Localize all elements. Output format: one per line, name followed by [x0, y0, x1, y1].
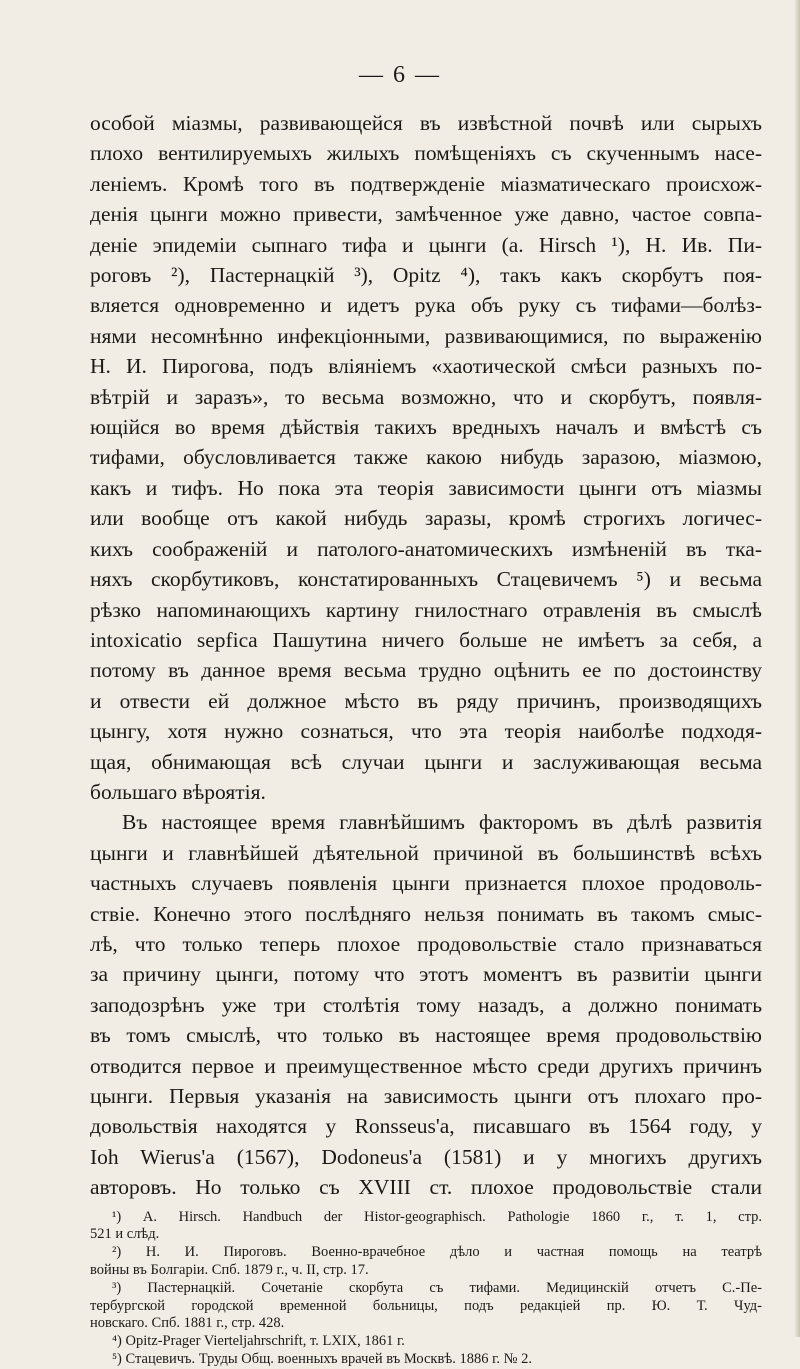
text-line: и отвести ей должное мѣсто въ ряду причинъ, производящихъ [90, 688, 762, 713]
text-line: отводится первое и преимущественное мѣсто среди другихъ причинъ [90, 1053, 762, 1078]
text-line: рѣзко напоминающихъ картину гнилостнаго отравленія въ смыслѣ [90, 597, 762, 622]
paragraph [90, 807, 762, 1202]
text-line: денія цынги можно привести, замѣченное уже давно, частое совпа- [90, 202, 762, 227]
footnote [90, 1244, 762, 1280]
text-line: ющійся во время дѣйствія такихъ вредныхъ началъ и вмѣстѣ съ [90, 415, 762, 440]
footnotes [90, 1209, 762, 1369]
text-line: Въ настоящее время главнѣйшимъ факторомъ въ дѣлѣ развитія [122, 810, 762, 835]
paragraph [90, 108, 762, 807]
text-line: Н. И. Пирогова, подъ вліяніемъ «хаотической смѣси разныхъ по- [90, 354, 762, 379]
text-line: плохо вентилируемыхъ жилыхъ помѣщеніяхъ съ скученнымъ насе- [90, 141, 762, 166]
footnote-line: войны въ Болгаріи. Спб. 1879 г., ч. II, стр. 17. [90, 1262, 369, 1279]
text-line: за причину цынги, потому что этотъ моментъ въ развитіи цынги [90, 962, 762, 987]
footnote-line: тербургской городской временной больницы, подъ редакціей пр. Ю. Т. Чуд- [90, 1297, 762, 1314]
text-line: вѣтрій и заразъ», то весьма возможно, что и скорбутъ, появля- [90, 384, 762, 409]
text-line: заподозрѣнъ уже три столѣтія тому назадъ, а должно понимать [90, 992, 762, 1017]
footnote-line: ²) Н. И. Пироговъ. Военно-врачебное дѣло и частная помощь на театрѣ [112, 1244, 762, 1261]
footnote [90, 1280, 762, 1333]
text-line: частныхъ случаевъ появленія цынги признается плохое продоволь- [90, 871, 762, 896]
text-line: цынги. Первыя указанія на зависимость цынги отъ плохаго про- [90, 1084, 762, 1108]
footnote-line: ⁵) Стацевичъ. Труды Общ. военныхъ врачей въ Москвѣ. 1886 г. № 2. [112, 1351, 532, 1367]
footnote-line: ¹) А. Hirsch. Handbuch der Histor-geographisch. Pathologie 1860 г., т. 1, стр. [112, 1208, 762, 1225]
text-line: въ томъ смыслѣ, что только въ настоящее время продовольствію [90, 1023, 762, 1048]
footnote [90, 1351, 762, 1369]
footnote-line: ⁴) Opitz-Prager Vierteljahrschrift, т. LXIX, 1861 г. [112, 1333, 405, 1350]
page-number: — 6 — [359, 62, 441, 88]
footnote [90, 1209, 762, 1245]
text-line: Ioh Wierus'а (1567), Dodoneus'а (1581) и у многихъ другихъ [90, 1144, 762, 1169]
text-line: лѣ, что только теперь плохое продовольствіе стало признаваться [90, 931, 762, 956]
text-line: роговъ ²), Пастернацкій ³), Opitz ⁴), такъ какъ скорбутъ поя- [90, 263, 762, 288]
text-line: особой міазмы, развивающейся въ извѣстной почвѣ или сырыхъ [90, 111, 762, 135]
text-line: ствіе. Конечно этого послѣдняго нельзя понимать въ такомъ смыс- [90, 901, 762, 926]
footnote-line: новскаго. Спб. 1881 г., стр. 428. [90, 1315, 285, 1332]
footnote [90, 1333, 762, 1351]
text-line: большаго вѣроятія. [90, 779, 266, 804]
text-line: деніе эпидеміи сыпнаго тифа и цынги (а. Hirsch ¹), Н. Ив. Пи- [90, 232, 762, 257]
text-line: леніемъ. Кромѣ того въ подтвержденіе міазматическаго происхож- [90, 171, 762, 196]
text-line: или вообще отъ какой нибудь заразы, кромѣ строгихъ логичес- [90, 506, 762, 531]
text-line: няхъ скорбутиковъ, констатированныхъ Стацевичемъ ⁵) и весьма [90, 567, 762, 592]
footnote-line: ³) Пастернацкій. Сочетаніе скорбута съ тифами. Медицинскій отчетъ С.-Пе- [112, 1279, 762, 1296]
text-line: тифами, обусловливается также какою нибудь заразою, міазмою, [90, 445, 762, 470]
text-line: вляется одновременно и идетъ рука объ руку съ тифами—болѣз- [90, 293, 762, 318]
text-line: потому въ данное время весьма трудно оцѣнить ее по достоинству [90, 658, 762, 683]
text-line: довольствія находятся у Ronsseus'а, писавшаго въ 1564 году, у [90, 1114, 762, 1139]
text-line: щая, обнимающая всѣ случаи цынги и заслуживающая весьма [90, 749, 762, 774]
text-line: intoxicatio sepfica Пашутина ничего больше не имѣетъ за себя, а [90, 627, 762, 652]
body-text [90, 108, 762, 1203]
text-line: цынгу, хотя нужно сознаться, что эта теорія наиболѣе подходя- [90, 719, 762, 744]
page-edge-shadow [794, 0, 800, 1337]
text-line: цынги и главнѣйшей дѣятельной причиной въ большинствѣ всѣхъ [90, 840, 762, 865]
text-line: какъ и тифъ. Но пока эта теорія зависимости цынги отъ міазмы [90, 475, 762, 500]
text-line: авторовъ. Но только съ XVIII ст. плохое продовольствіе стали [90, 1175, 762, 1200]
text-line: нями несомнѣнно инфекціонными, развивающимися, по выраженію [90, 323, 762, 348]
footnote-line: 521 и слѣд. [90, 1226, 160, 1243]
text-line: кихъ соображеній и патолого-анатомическихъ измѣненій въ тка- [90, 536, 762, 561]
